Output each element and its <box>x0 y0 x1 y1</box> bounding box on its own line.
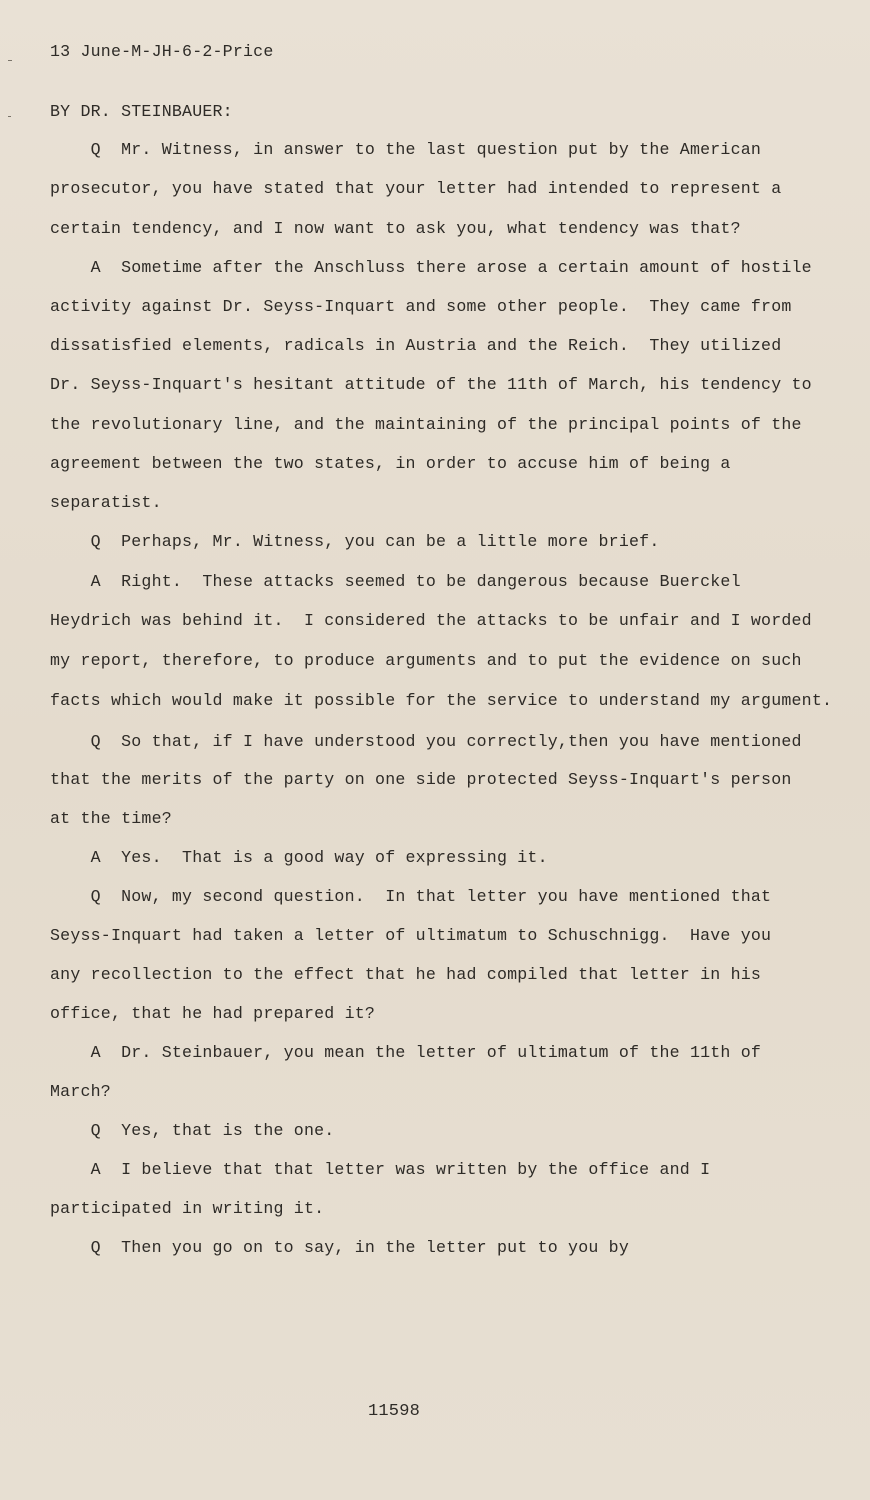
text-line: Q Then you go on to say, in the letter put to you by <box>50 1238 629 1257</box>
text-line: facts which would make it possible for the service to understand my argument. <box>50 691 833 710</box>
text-line: Q Mr. Witness, in answer to the last question put by the American <box>50 140 762 159</box>
text-line: A Sometime after the Anschluss there arose a certain amount of hostile <box>50 258 812 277</box>
text-line: any recollection to the effect that he had compiled that letter in his <box>50 965 762 984</box>
text-line: my report, therefore, to produce arguments and to put the evidence on such <box>50 651 802 670</box>
text-line: activity against Dr. Seyss-Inquart and some other people. They came from <box>50 297 792 316</box>
text-line: Q So that, if I have understood you correctly,then you have mentioned <box>50 732 802 751</box>
text-line: A Yes. That is a good way of expressing it. <box>50 848 548 867</box>
speaker-heading: BY DR. STEINBAUER: <box>50 102 233 121</box>
text-line: agreement between the two states, in order to accuse him of being a <box>50 454 731 473</box>
text-line: at the time? <box>50 809 172 828</box>
text-line: certain tendency, and I now want to ask you, what tendency was that? <box>50 219 741 238</box>
text-line: Dr. Seyss-Inquart's hesitant attitude of the 11th of March, his tendency to <box>50 375 812 394</box>
text-line: Q Perhaps, Mr. Witness, you can be a little more brief. <box>50 532 660 551</box>
text-line: Q Now, my second question. In that letter you have mentioned that <box>50 887 772 906</box>
text-line: dissatisfied elements, radicals in Austria and the Reich. They utilized <box>50 336 782 355</box>
page-header: 13 June-M-JH-6-2-Price <box>50 42 274 61</box>
text-line: Q Yes, that is the one. <box>50 1121 335 1140</box>
text-line: A I believe that that letter was written by the office and I <box>50 1160 711 1179</box>
text-line: participated in writing it. <box>50 1199 325 1218</box>
text-line: Seyss-Inquart had taken a letter of ultimatum to Schuschnigg. Have you <box>50 926 772 945</box>
text-line: March? <box>50 1082 111 1101</box>
text-line: the revolutionary line, and the maintaining of the principal points of the <box>50 415 802 434</box>
text-line: A Dr. Steinbauer, you mean the letter of ultimatum of the 11th of <box>50 1043 762 1062</box>
text-line: separatist. <box>50 493 162 512</box>
text-line: prosecutor, you have stated that your letter had intended to represent a <box>50 179 782 198</box>
margin-mark <box>8 60 12 61</box>
text-line: A Right. These attacks seemed to be dangerous because Buerckel <box>50 572 741 591</box>
text-line: office, that he had prepared it? <box>50 1004 376 1023</box>
text-line: Heydrich was behind it. I considered the attacks to be unfair and I worded <box>50 611 812 630</box>
margin-mark <box>8 116 11 117</box>
text-line: that the merits of the party on one side protected Seyss-Inquart's person <box>50 770 792 789</box>
page-number: 11598 <box>368 1402 421 1421</box>
